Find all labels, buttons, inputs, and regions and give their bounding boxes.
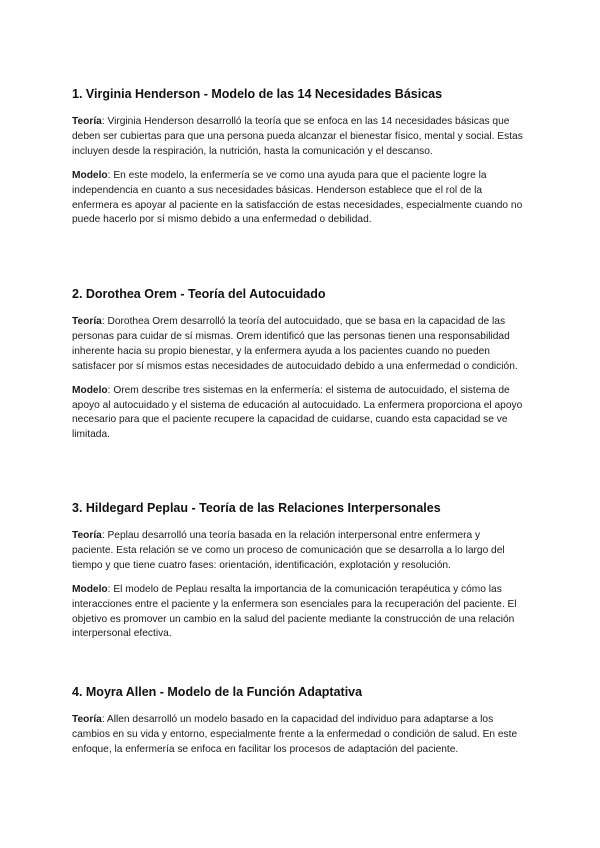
section-allen	[72, 684, 524, 758]
teoria-paragraph	[72, 115, 524, 160]
section-heading: 1. Virginia Henderson - Modelo de las 14 Necesidades Básicas	[72, 87, 443, 101]
modelo-label: Modelo	[72, 583, 108, 595]
modelo-paragraph	[72, 384, 524, 444]
section-heading: 4. Moyra Allen - Modelo de la Función Adaptativa	[72, 685, 363, 699]
teoria-label: Teoría	[72, 116, 102, 127]
section-henderson	[72, 86, 524, 228]
teoria-text: : Allen desarrolló un modelo basado en la capacidad del individuo para adaptarse a los cambios en su vida y entorno, especialmente frente a la enfermedad o condición de salud. En este enfoque, la enfermería se enfoca en facilitar los procesos de adaptación del paciente.	[72, 714, 518, 755]
teoria-text: : Dorothea Orem desarrolló la teoría del autocuidado, que se basa en la capacidad de las personas para cuidar de sí mismas. Orem identificó que las personas tienen una responsabilidad inherente hacia su propio bienestar, y la enfermera ayuda a los pacientes cuando no pueden satisfacer por sí mismos estas necesidades de autocuidado debido a una enfermedad o condición.	[72, 316, 518, 372]
section-orem	[72, 286, 524, 443]
modelo-text: : En este modelo, la enfermería se ve como una ayuda para que el paciente logre la independencia en cuanto a sus necesidades básicas. Henderson establece que el rol de la enfermera es apoyar al paciente en la satisfacción de estas necesidades, especialmente cuando no puede hacerlo por sí mismo debido a una enfermedad o debilidad.	[72, 169, 523, 226]
section-peplau	[72, 500, 524, 642]
teoria-paragraph	[72, 713, 524, 758]
teoria-paragraph	[72, 529, 524, 574]
modelo-paragraph	[72, 583, 524, 643]
modelo-paragraph	[72, 169, 524, 229]
teoria-label: Teoría	[72, 530, 102, 541]
teoria-label: Teoría	[72, 714, 102, 725]
teoria-label: Teoría	[72, 316, 102, 327]
modelo-text: : Orem describe tres sistemas en la enfermería: el sistema de autocuidado, el sistema de apoyo al autocuidado y el sistema de educación al autocuidado. La enfermera proporciona el apoyo necesario para que el paciente recupere la capacidad de cuidarse, cuando esta capacidad se ve limitada.	[72, 384, 523, 441]
modelo-label: Modelo	[72, 384, 108, 396]
section-heading: 3. Hildegard Peplau - Teoría de las Relaciones Interpersonales	[72, 501, 441, 515]
section-heading: 2. Dorothea Orem - Teoría del Autocuidado	[72, 287, 326, 301]
modelo-text: : El modelo de Peplau resalta la importancia de la comunicación terapéutica y cómo las interacciones entre el paciente y la enfermera son esenciales para la recuperación del paciente. El objetivo es promover un cambio en la salud del paciente mediante la construcción de una relación interpersonal efectiva.	[72, 583, 517, 640]
teoria-paragraph	[72, 315, 524, 375]
teoria-text: : Virginia Henderson desarrolló la teoría que se enfoca en las 14 necesidades básicas que deben ser cubiertas para que una persona pueda alcanzar el bienestar físico, mental y social. Estas incluyen desde la respiración, la nutrición, hasta la comunicación y el descanso.	[72, 116, 523, 157]
modelo-label: Modelo	[72, 169, 108, 181]
teoria-text: : Peplau desarrolló una teoría basada en la relación interpersonal entre enfermera y paciente. Esta relación se ve como un proceso de comunicación que se desarrolla a lo largo del tiempo y que tiene cuatro fases: orientación, identificación, explotación y resolución.	[72, 530, 505, 571]
